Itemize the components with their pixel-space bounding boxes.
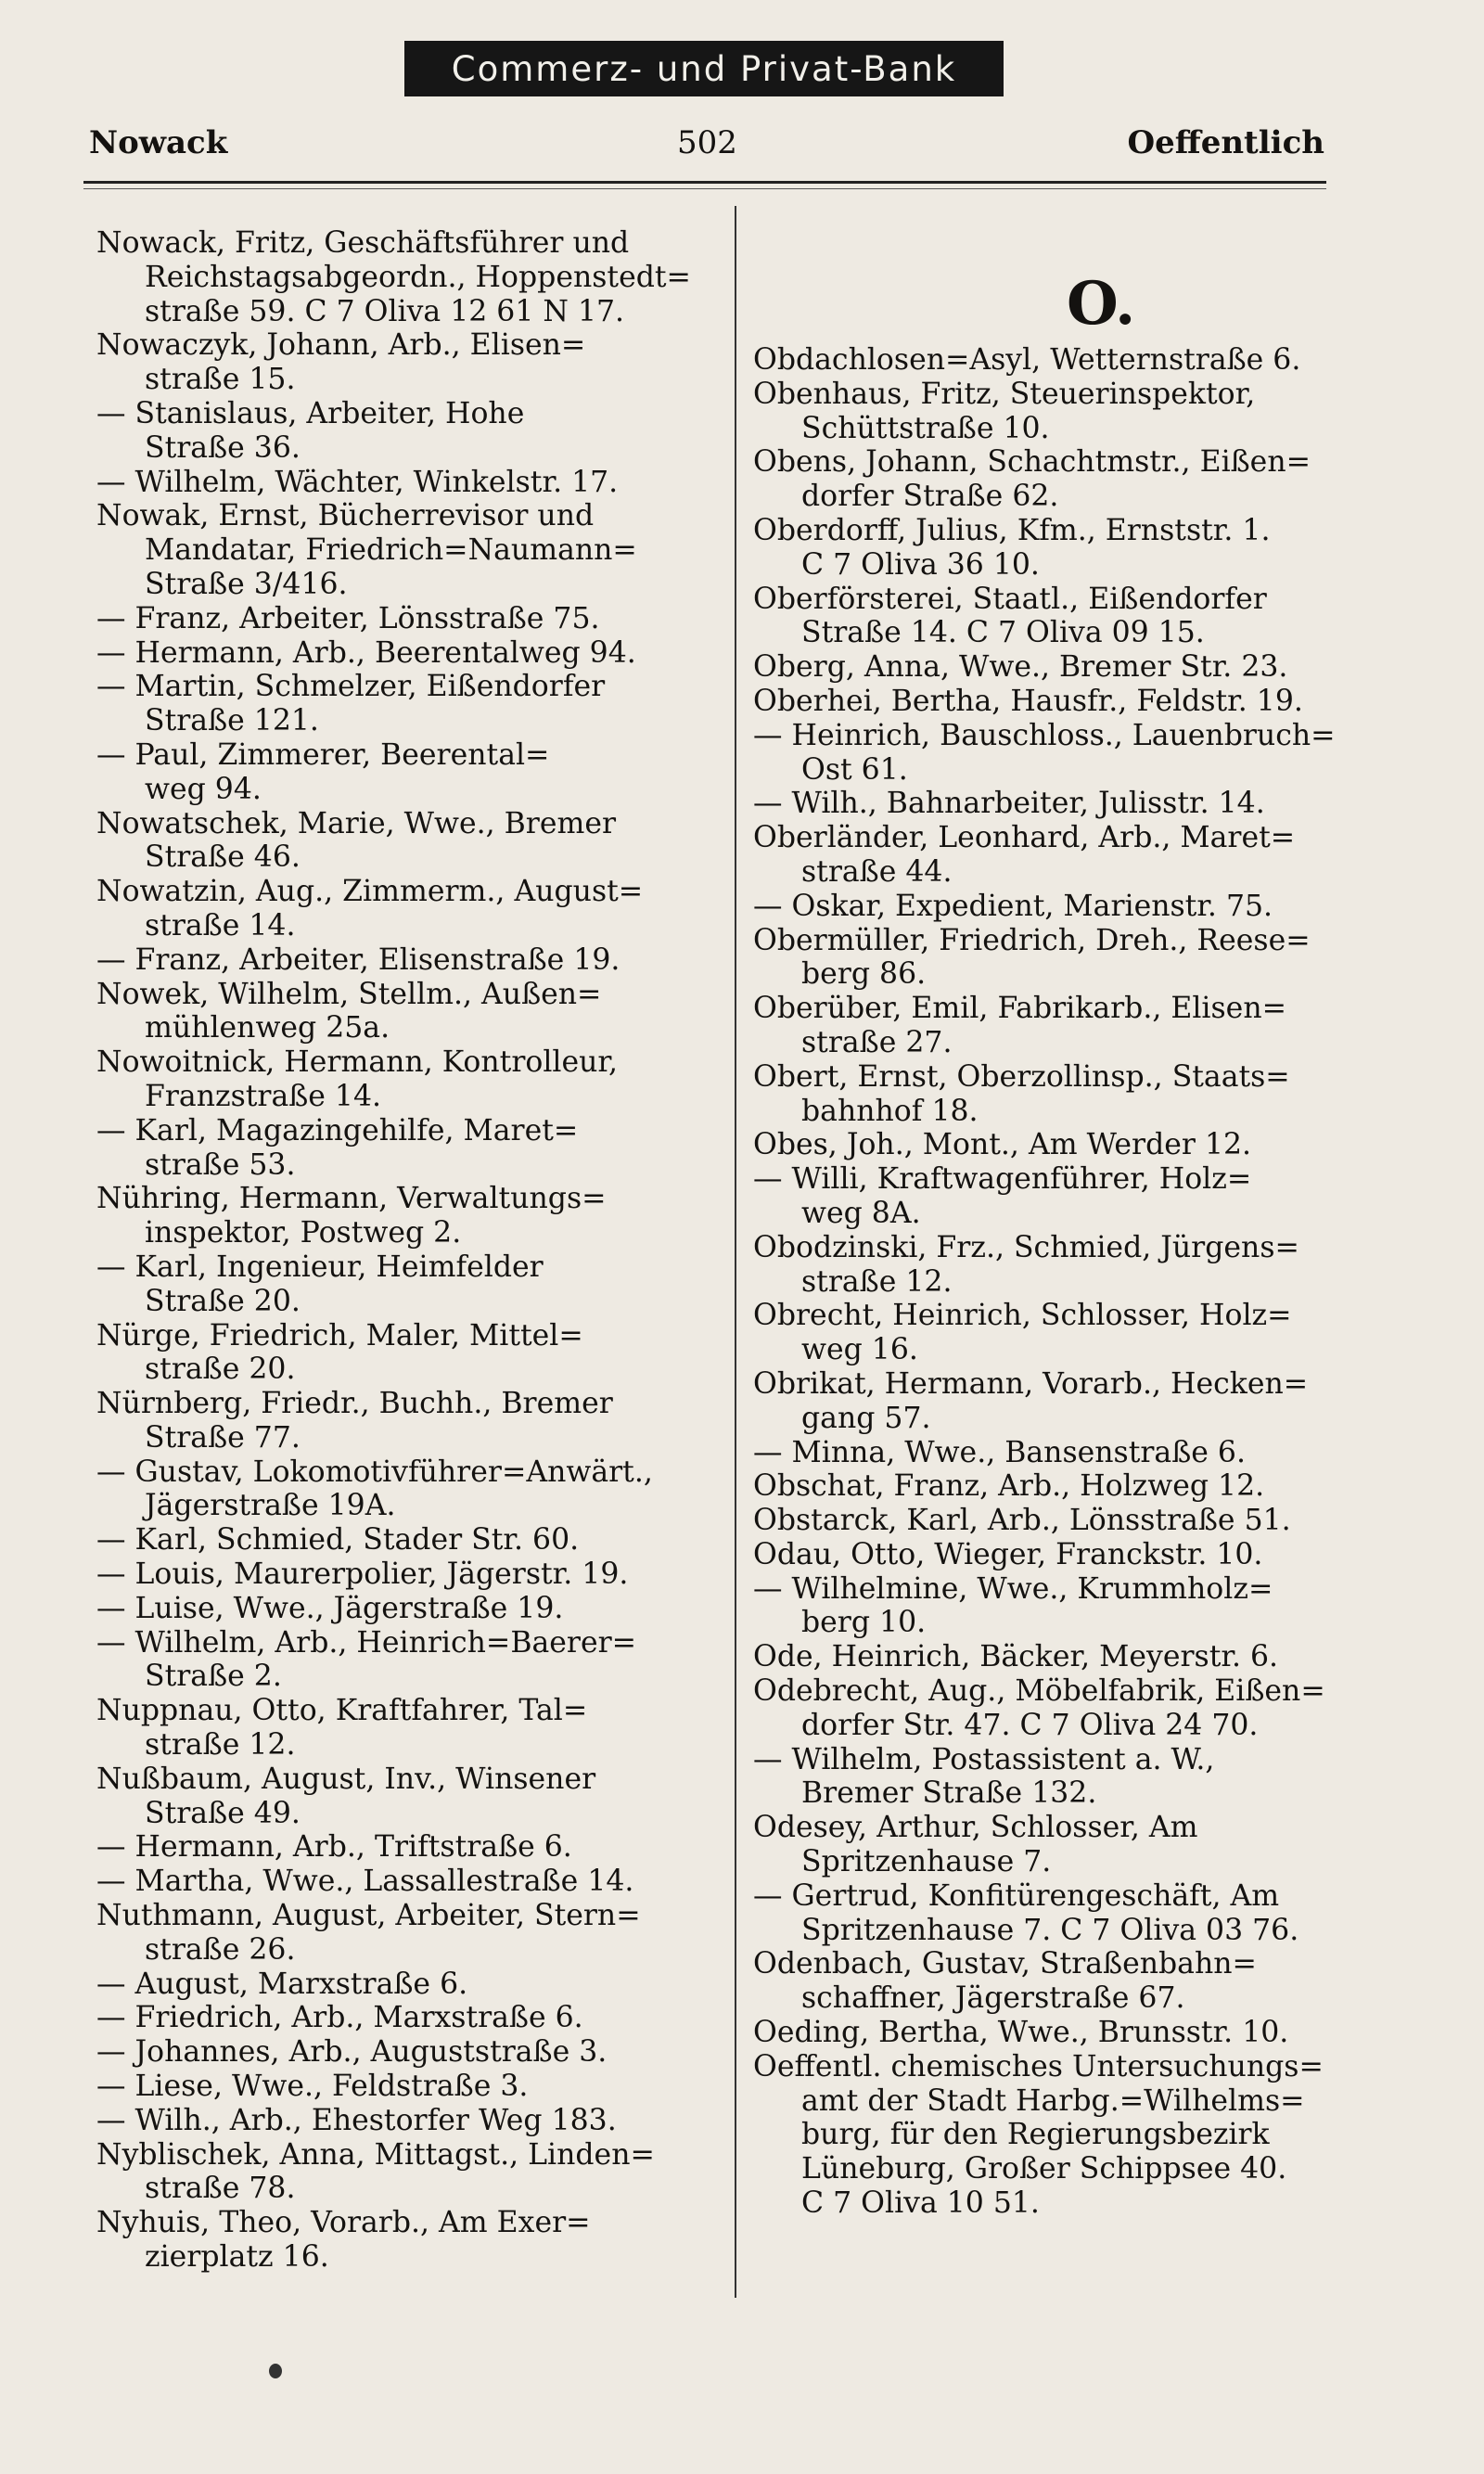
entry-continuation: straße 15.: [145, 363, 296, 397]
entry-line: Oberhei, Bertha, Hausfr., Feldstr. 19.: [753, 684, 1303, 718]
directory-entry: [96, 1387, 709, 1455]
entry-line: Nuthmann, August, Arbeiter, Stern=: [96, 1899, 641, 1933]
entry-continuation: straße 27.: [801, 1025, 953, 1059]
directory-entry: [753, 378, 1365, 446]
directory-entry: [753, 1436, 1365, 1470]
entry-line: — August, Marxstraße 6.: [96, 1967, 468, 2001]
entry-continuation: Straße 20.: [145, 1284, 301, 1318]
directory-entry: [96, 1182, 709, 1250]
entry-line: — Martha, Wwe., Lassallestraße 14.: [96, 1865, 634, 1899]
entry-line: Nuppnau, Otto, Kraftfahrer, Tal=: [96, 1694, 588, 1728]
entry-continuation: straße 12.: [801, 1264, 953, 1299]
entry-continuation: Straße 14. C 7 Oliva 09 15.: [801, 616, 1205, 650]
entry-continuation: straße 44.: [801, 854, 953, 889]
entry-line: — Liese, Wwe., Feldstraße 3.: [96, 2070, 529, 2104]
entry-line: — Luise, Wwe., Jägerstraße 19.: [96, 1591, 564, 1625]
entry-line: Nyblischek, Anna, Mittagst., Linden=: [96, 2137, 655, 2172]
entry-line: Nowoitnick, Hermann, Kontrolleur,: [96, 1045, 619, 1080]
entry-continuation: berg 10.: [801, 1606, 927, 1640]
entry-line: — Johannes, Arb., Auguststraße 3.: [96, 2035, 608, 2070]
directory-entry: [96, 1592, 709, 1626]
entry-line: Nühring, Hermann, Verwaltungs=: [96, 1182, 607, 1216]
directory-entry: [753, 1538, 1365, 1572]
directory-entry: [753, 1674, 1365, 1743]
directory-entry: [753, 685, 1365, 719]
entry-continuation: Straße 3/416.: [145, 567, 348, 601]
entry-line: — Wilhelm, Wächter, Winkelstr. 17.: [96, 465, 619, 499]
entry-line: — Minna, Wwe., Bansenstraße 6.: [753, 1435, 1246, 1469]
directory-entry: [96, 978, 709, 1046]
entry-line: Obens, Johann, Schachtmstr., Eißen=: [753, 445, 1311, 480]
entry-continuation: Straße 121.: [145, 704, 319, 738]
entry-line: Nowatzin, Aug., Zimmerm., August=: [96, 875, 644, 909]
entry-line: Oberdorff, Julius, Kfm., Ernststr. 1.: [753, 513, 1271, 547]
directory-entry: [96, 2001, 709, 2035]
entry-line: — Oskar, Expedient, Marienstr. 75.: [753, 889, 1273, 923]
entry-line: Oeffentl. chemisches Untersuchungs=: [753, 2049, 1324, 2083]
directory-entry: [753, 2050, 1365, 2221]
ink-dot: [269, 2364, 282, 2378]
entry-line: Nyhuis, Theo, Vorarb., Am Exer=: [96, 2206, 591, 2240]
entry-line: — Gertrud, Konfitürengeschäft, Am: [753, 1878, 1280, 1913]
entry-continuation: Bremer Straße 132.: [801, 1776, 1097, 1811]
directory-entry: [753, 1572, 1365, 1641]
entry-continuation: C 7 Oliva 10 51.: [801, 2186, 1040, 2221]
right-column: [753, 343, 1365, 2221]
directory-entry: [753, 1469, 1365, 1504]
directory-entry: [96, 2206, 709, 2275]
entry-continuation: Straße 49.: [145, 1796, 301, 1830]
entry-line: Nowack, Fritz, Geschäftsführer und: [96, 226, 630, 260]
directory-entry: [96, 875, 709, 943]
entry-line: — Franz, Arbeiter, Elisenstraße 19.: [96, 942, 620, 977]
directory-entry: [96, 1830, 709, 1865]
entry-line: Obstarck, Karl, Arb., Lönsstraße 51.: [753, 1504, 1291, 1538]
entry-continuation: Straße 36.: [145, 430, 301, 465]
entry-line: Obermüller, Friedrich, Dreh., Reese=: [753, 923, 1311, 957]
entry-line: Oberförsterei, Staatl., Eißendorfer: [753, 582, 1267, 616]
entry-continuation: mühlenweg 25a.: [145, 1011, 390, 1045]
entry-continuation: Straße 46.: [145, 840, 301, 875]
entry-line: — Hermann, Arb., Beerentalweg 94.: [96, 635, 636, 670]
directory-entry: [753, 1128, 1365, 1162]
entry-line: — Willi, Kraftwagenführer, Holz=: [753, 1162, 1252, 1197]
directory-entry: [753, 2016, 1365, 2050]
directory-entry: [96, 466, 709, 500]
entry-line: — Martin, Schmelzer, Eißendorfer: [96, 670, 606, 704]
entry-continuation: Reichstagsabgeordn., Hoppenstedt=: [145, 260, 691, 294]
entry-line: Nowek, Wilhelm, Stellm., Außen=: [96, 977, 602, 1011]
entry-continuation: Straße 2.: [145, 1660, 282, 1694]
directory-entry: [96, 943, 709, 978]
directory-entry: [753, 1743, 1365, 1812]
column-divider: [735, 206, 736, 2298]
directory-entry: [96, 2070, 709, 2104]
directory-entry: [753, 1640, 1365, 1674]
entry-line: — Wilhelmine, Wwe., Krummholz=: [753, 1571, 1273, 1606]
entry-line: Obenhaus, Fritz, Steuerinspektor,: [753, 377, 1256, 411]
directory-entry: [753, 343, 1365, 378]
entry-continuation: Spritzenhause 7.: [801, 1845, 1052, 1879]
directory-entry: [96, 1523, 709, 1557]
entry-continuation: Franzstraße 14.: [145, 1079, 382, 1113]
entry-continuation: dorfer Straße 62.: [801, 480, 1059, 514]
directory-entry: [96, 1626, 709, 1695]
directory-entry: [96, 1865, 709, 1899]
directory-entry: [96, 636, 709, 671]
directory-entry: [96, 499, 709, 601]
directory-entry: [753, 514, 1365, 583]
directory-entry: [96, 602, 709, 636]
entry-line: — Wilh., Bahnarbeiter, Julisstr. 14.: [753, 787, 1265, 821]
entry-line: Oberländer, Leonhard, Arb., Maret=: [753, 821, 1296, 855]
directory-entry: [96, 328, 709, 397]
entry-continuation: Mandatar, Friedrich=Naumann=: [145, 533, 637, 568]
entry-line: — Wilhelm, Postassistent a. W.,: [753, 1742, 1215, 1776]
entry-line: Oberüber, Emil, Fabrikarb., Elisen=: [753, 992, 1286, 1026]
entry-line: Oberg, Anna, Wwe., Bremer Str. 23.: [753, 650, 1288, 685]
directory-entry: [753, 992, 1365, 1060]
entry-line: Obschat, Franz, Arb., Holzweg 12.: [753, 1469, 1265, 1504]
entry-line: — Karl, Magazingehilfe, Maret=: [96, 1113, 579, 1147]
entry-line: Nowaczyk, Johann, Arb., Elisen=: [96, 328, 586, 363]
directory-entry: [753, 1947, 1365, 2016]
directory-entry: [753, 890, 1365, 924]
entry-continuation: straße 14.: [145, 908, 296, 942]
page-number: 502: [677, 124, 737, 161]
entry-continuation: amt der Stadt Harbg.=Wilhelms=: [801, 2083, 1305, 2118]
entry-line: Obrecht, Heinrich, Schlosser, Holz=: [753, 1299, 1292, 1333]
directory-entry: [96, 1694, 709, 1763]
directory-entry: [753, 1231, 1365, 1300]
running-head-left: Nowack: [89, 124, 228, 161]
directory-entry: [96, 2035, 709, 2070]
entry-continuation: weg 94.: [145, 772, 262, 806]
directory-entry: [753, 1162, 1365, 1231]
directory-entry: [753, 650, 1365, 685]
directory-entry: [96, 1319, 709, 1388]
header-rule-thin: [83, 188, 1326, 189]
directory-entry: [753, 1299, 1365, 1367]
entry-continuation: berg 86.: [801, 957, 927, 992]
directory-entry: [96, 2104, 709, 2138]
entry-continuation: zierplatz 16.: [145, 2240, 329, 2275]
entry-continuation: weg 8A.: [801, 1196, 921, 1230]
directory-entry: [753, 445, 1365, 514]
directory-entry: [753, 1879, 1365, 1948]
entry-continuation: dorfer Str. 47. C 7 Oliva 24 70.: [801, 1708, 1259, 1742]
directory-entry: [96, 1557, 709, 1592]
entry-line: — Karl, Ingenieur, Heimfelder: [96, 1250, 544, 1284]
entry-line: Odesey, Arthur, Schlosser, Am: [753, 1811, 1198, 1845]
directory-entry: [753, 821, 1365, 890]
directory-entry: [753, 583, 1365, 651]
entry-line: Nürnberg, Friedr., Buchh., Bremer: [96, 1387, 613, 1421]
directory-entry: [753, 1504, 1365, 1538]
entry-line: — Hermann, Arb., Triftstraße 6.: [96, 1830, 572, 1865]
entry-continuation: weg 16.: [801, 1333, 918, 1367]
entry-line: Obrikat, Hermann, Vorarb., Hecken=: [753, 1366, 1309, 1401]
entry-continuation: Ost 61.: [801, 752, 908, 787]
entry-line: Nürge, Friedrich, Maler, Mittel=: [96, 1318, 583, 1352]
entry-line: Oeding, Bertha, Wwe., Brunsstr. 10.: [753, 2016, 1289, 2050]
entry-line: Ode, Heinrich, Bäcker, Meyerstr. 6.: [753, 1640, 1279, 1674]
entry-continuation: straße 53.: [145, 1147, 296, 1182]
directory-entry: [753, 1367, 1365, 1436]
directory-entry: [96, 2138, 709, 2207]
directory-entry: [96, 226, 709, 328]
entry-line: Obert, Ernst, Oberzollinsp., Staats=: [753, 1059, 1290, 1094]
directory-entry: [753, 1811, 1365, 1879]
entry-continuation: burg, für den Regierungsbezirk: [801, 2118, 1270, 2152]
entry-line: Obes, Joh., Mont., Am Werder 12.: [753, 1128, 1252, 1162]
entry-continuation: straße 78.: [145, 2172, 296, 2206]
entry-continuation: schaffner, Jägerstraße 67.: [801, 1981, 1185, 2016]
directory-entry: [96, 807, 709, 876]
directory-entry: [96, 1250, 709, 1319]
entry-line: — Louis, Maurerpolier, Jägerstr. 19.: [96, 1557, 629, 1592]
entry-line: — Franz, Arbeiter, Lönsstraße 75.: [96, 601, 600, 635]
entry-continuation: inspektor, Postweg 2.: [145, 1216, 462, 1250]
left-column: [96, 226, 709, 2275]
entry-line: — Karl, Schmied, Stader Str. 60.: [96, 1523, 580, 1557]
entry-line: Nowatschek, Marie, Wwe., Bremer: [96, 806, 617, 840]
directory-entry: [753, 787, 1365, 821]
directory-entry: [96, 1899, 709, 1968]
header-rule: [83, 181, 1326, 184]
entry-line: Odebrecht, Aug., Möbelfabrik, Eißen=: [753, 1674, 1325, 1709]
entry-line: — Heinrich, Bauschloss., Lauenbruch=: [753, 718, 1336, 752]
entry-continuation: Lüneburg, Großer Schippsee 40.: [801, 2152, 1287, 2186]
directory-entry: [96, 738, 709, 807]
entry-line: Odau, Otto, Wieger, Franckstr. 10.: [753, 1537, 1263, 1571]
entry-continuation: Straße 77.: [145, 1420, 301, 1455]
entry-line: Obdachlosen=Asyl, Wetternstraße 6.: [753, 343, 1301, 377]
entry-line: — Stanislaus, Arbeiter, Hohe: [96, 396, 525, 430]
entry-line: — Gustav, Lokomotivführer=Anwärt.,: [96, 1455, 653, 1489]
entry-line: — Wilh., Arb., Ehestorfer Weg 183.: [96, 2103, 617, 2137]
running-head-right: Oeffentlich: [1127, 124, 1324, 161]
entry-continuation: Jägerstraße 19A.: [145, 1489, 396, 1523]
directory-entry: [96, 1763, 709, 1831]
section-letter: O.: [1067, 269, 1136, 339]
entry-continuation: bahnhof 18.: [801, 1094, 979, 1128]
entry-continuation: straße 20.: [145, 1352, 296, 1387]
entry-line: — Friedrich, Arb., Marxstraße 6.: [96, 2001, 583, 2035]
entry-line: — Paul, Zimmerer, Beerental=: [96, 737, 550, 772]
entry-line: Obodzinski, Frz., Schmied, Jürgens=: [753, 1230, 1299, 1264]
directory-entry: [96, 1045, 709, 1114]
directory-entry: [96, 397, 709, 466]
entry-line: Nowak, Ernst, Bücherrevisor und: [96, 499, 595, 533]
directory-entry: [753, 1060, 1365, 1129]
entry-continuation: gang 57.: [801, 1401, 931, 1435]
entry-continuation: Schüttstraße 10.: [801, 411, 1050, 445]
directory-entry: [96, 670, 709, 738]
entry-line: Odenbach, Gustav, Straßenbahn=: [753, 1947, 1257, 1981]
directory-entry: [96, 1968, 709, 2002]
entry-continuation: Spritzenhause 7. C 7 Oliva 03 76.: [801, 1913, 1299, 1947]
entry-line: — Wilhelm, Arb., Heinrich=Baerer=: [96, 1625, 637, 1660]
directory-entry: [96, 1455, 709, 1524]
entry-continuation: straße 59. C 7 Oliva 12 61 N 17.: [145, 294, 625, 328]
bank-banner: Commerz- und Privat-Bank: [404, 41, 1004, 96]
entry-line: Nußbaum, August, Inv., Winsener: [96, 1762, 596, 1796]
entry-continuation: C 7 Oliva 36 10.: [801, 547, 1040, 582]
directory-entry: [96, 1114, 709, 1183]
directory-entry: [753, 719, 1365, 788]
entry-continuation: straße 26.: [145, 1932, 296, 1967]
entry-continuation: straße 12.: [145, 1728, 296, 1763]
directory-entry: [753, 924, 1365, 993]
